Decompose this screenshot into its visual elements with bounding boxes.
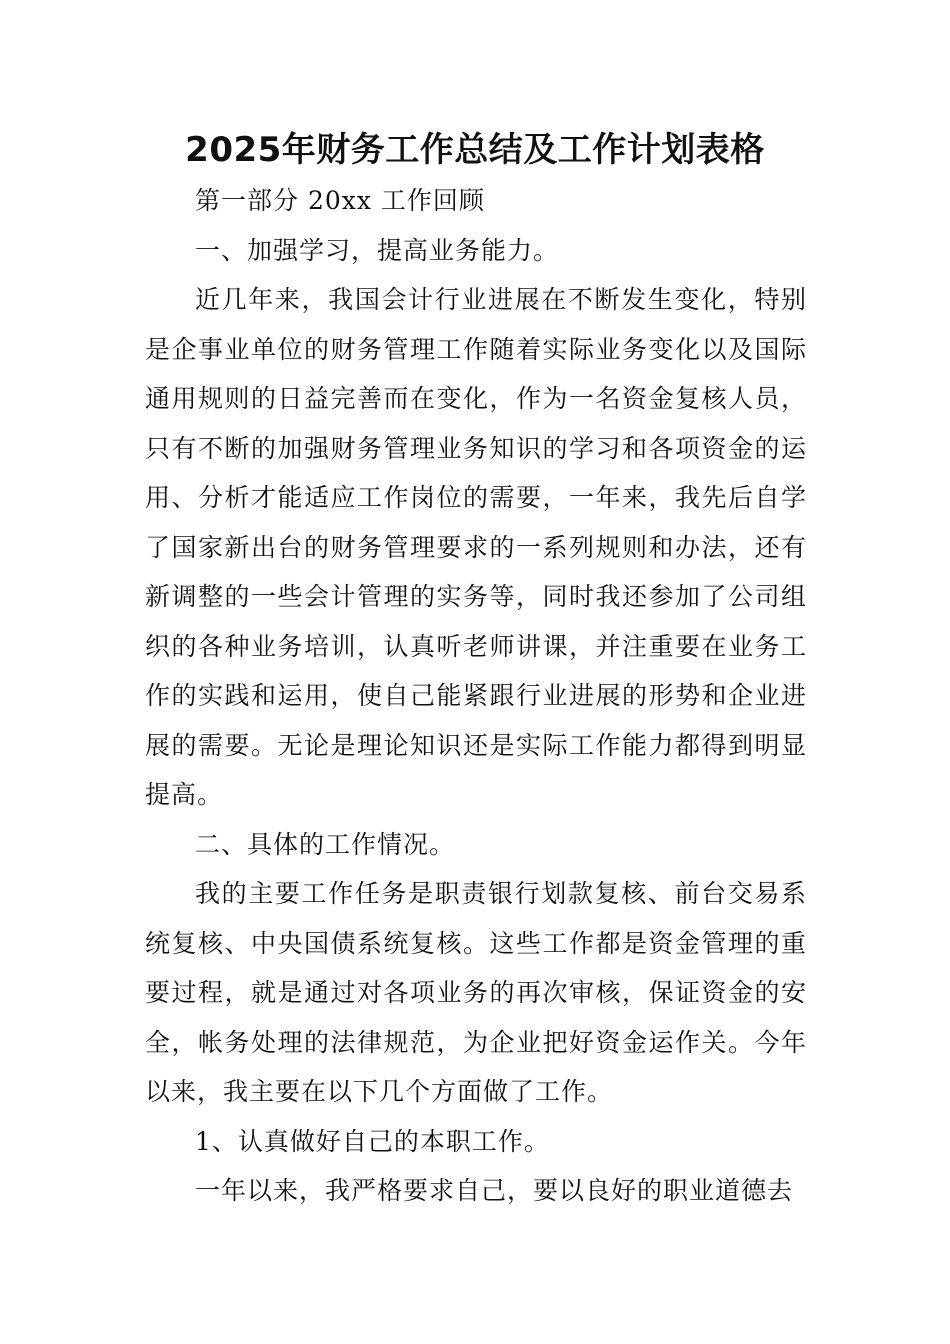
section-heading-2: 二、具体的工作情况。 [195, 829, 456, 859]
document-body [145, 176, 807, 1216]
body-paragraph-1: 近几年来，我国会计行业进展在不断发生变化，特别是企事业单位的财务管理工作随着实际业务变化以及国际通用规则的日益完善而在变化，作为一名资金复核人员，只有不断的加强财务管理业务知识的学习和各项资金的运用、分析才能适应工作岗位的需要，一年来，我先后自学了国家新出台的财务管理要求的一系列规则和办法，还有新调整的一些会计管理的实务等，同时我还参加了公司组织的各种业务培训，认真听老师讲课，并注重要在业务工作的实践和运用，使自己能紧跟行业进展的形势和企业进展的需要。无论是理论知识还是实际工作能力都得到明显提高。 [145, 285, 807, 809]
body-paragraph-3: 一年以来，我严格要求自己，要以良好的职业道德去 [195, 1176, 794, 1205]
body-paragraph-2: 我的主要工作任务是职责银行划款复核、前台交易系统复核、中央国债系统复核。这些工作都是资金管理的重要过程，就是通过对各项业务的再次审核，保证资金的安全，帐务处理的法律规范，为企业把好资金运作关。今年以来，我主要在以下几个方面做了工作。 [145, 879, 807, 1106]
section-heading-1: 一、加强学习，提高业务能力。 [195, 235, 560, 265]
subsection-heading-1: 1、认真做好自己的本职工作。 [195, 1126, 550, 1156]
document-title: 2025年财务工作总结及工作计划表格 [185, 130, 765, 170]
part-heading: 第一部分 20xx 工作回顾 [195, 186, 485, 215]
